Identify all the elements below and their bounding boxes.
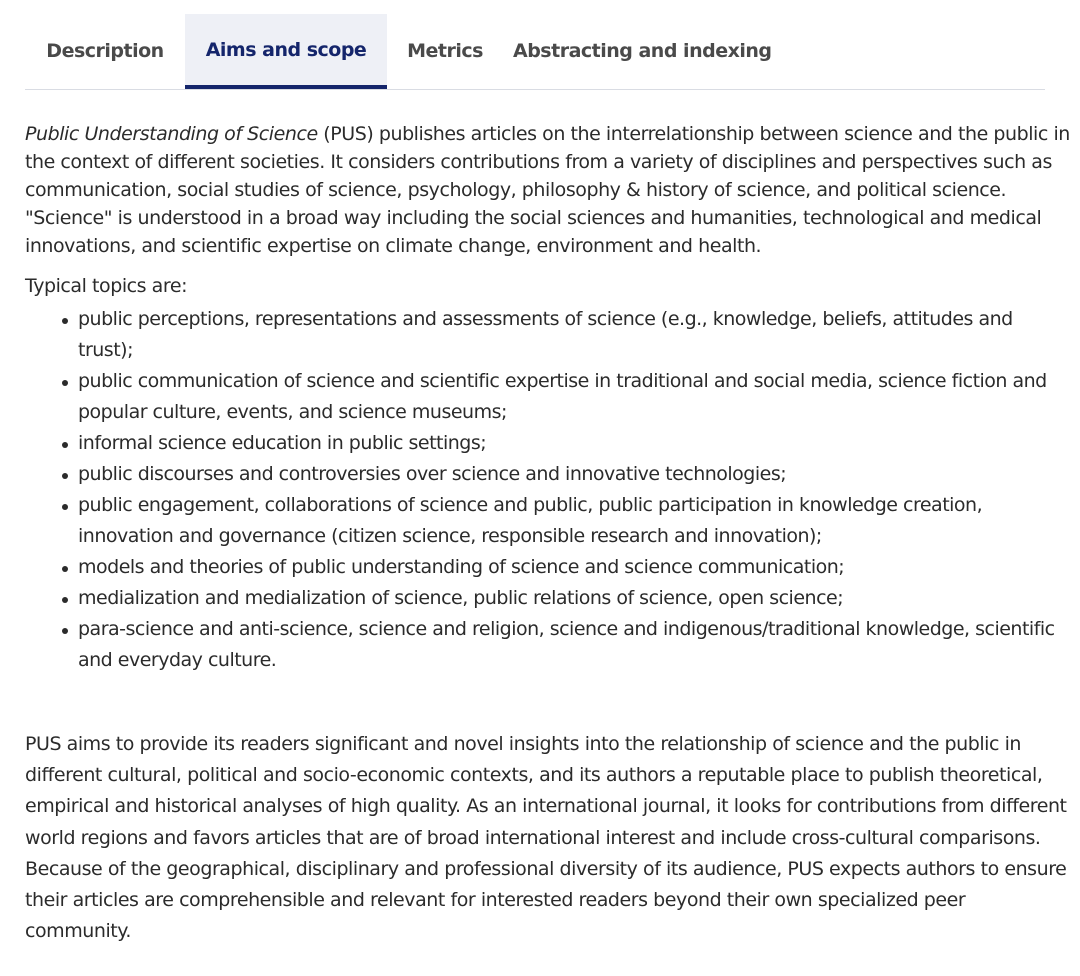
list-item: public discourses and controversies over science and innovative technologies; <box>78 459 1071 490</box>
tab-metrics[interactable]: Metrics <box>407 40 483 62</box>
topics-list <box>25 304 1071 676</box>
tab-description[interactable]: Description <box>46 40 164 62</box>
tab-bar <box>25 14 1045 90</box>
list-item: public perceptions, representations and assessments of science (e.g., knowledge, beliefs, attitudes and trust); <box>78 304 1071 366</box>
tab-abstracting-and-indexing[interactable]: Abstracting and indexing <box>513 40 772 62</box>
list-item: informal science education in public settings; <box>78 428 1071 459</box>
intro-paragraph <box>25 120 1071 260</box>
list-item: medialization and medialization of science, public relations of science, open science; <box>78 583 1071 614</box>
list-item: public communication of science and scientific expertise in traditional and social media, science fiction and popular culture, events, and science museums; <box>78 366 1071 428</box>
aims-and-scope-panel <box>25 120 1071 947</box>
topics-heading: Typical topics are: <box>25 275 188 297</box>
intro-text: (PUS) publishes articles on the interrelationship between science and the public in the context of different societies. It considers contributions from a variety of disciplines and perspectives such as communication, social studies of science, psychology, philosophy & history of science, and political science. "Science" is understood in a broad way including the social sciences and humanities, technological and medical innovations, and scientific expertise on climate change, environment and health. <box>25 123 1070 257</box>
list-item: para-science and anti-science, science and religion, science and indigenous/traditional knowledge, scientific and everyday culture. <box>78 614 1071 676</box>
list-item: models and theories of public understanding of science and science communication; <box>78 552 1071 583</box>
journal-title: Public Understanding of Science <box>25 123 318 145</box>
closing-paragraph: PUS aims to provide its readers significant and novel insights into the relationship of science and the public in different cultural, political and socio-economic contexts, and its authors a reputable place to publish theoretical, empirical and historical analyses of high quality. As an international journal, it looks for contributions from different world regions and favors articles that are of broad international interest and include cross-cultural comparisons. Because of the geographical, disciplinary and professional diversity of its audience, PUS expects authors to ensure their articles are comprehensible and relevant for interested readers beyond their own specialized peer community. <box>25 733 1067 943</box>
list-item: public engagement, collaborations of science and public, public participation in knowledge creation, innovation and governance (citizen science, responsible research and innovation); <box>78 490 1071 552</box>
tab-aims-and-scope[interactable]: Aims and scope <box>185 14 387 89</box>
